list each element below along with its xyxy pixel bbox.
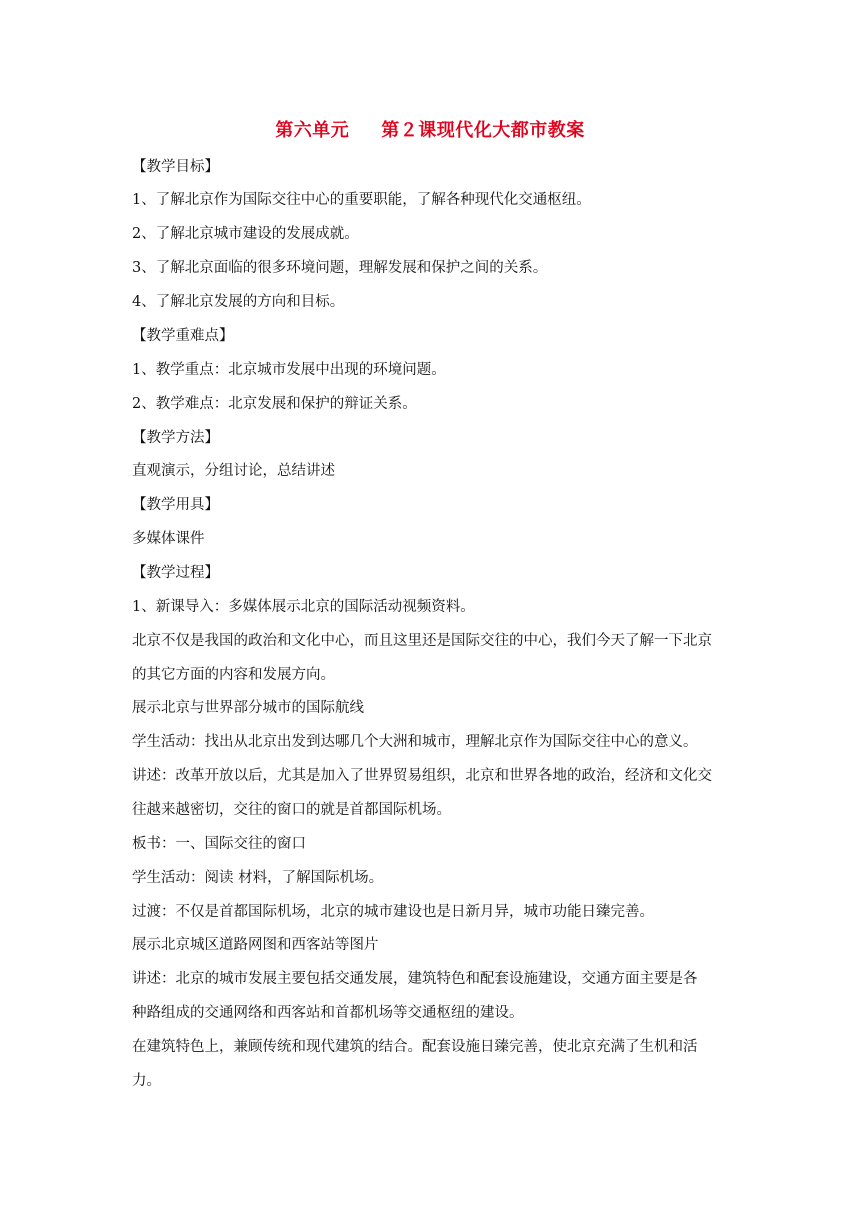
paragraph-line: 展示北京与世界部分城市的国际航线	[132, 700, 364, 716]
paragraph-line: 在建筑特色上，兼顾传统和现代建筑的结合。配套设施日臻完善，使北京充满了生机和活	[132, 1039, 698, 1055]
paragraph-line: 板书：一、国际交往的窗口	[132, 836, 306, 852]
title-lesson: 第２课现代化大都市教案	[381, 120, 585, 141]
paragraph-line: 2、了解北京城市建设的发展成就。	[132, 226, 359, 242]
section-heading: 【教学重难点】	[132, 328, 234, 344]
paragraph-line: 学生活动：阅读 材料，了解国际机场。	[132, 870, 384, 886]
paragraph-line: 的其它方面的内容和发展方向。	[132, 667, 335, 683]
paragraph-line: 1、新课导入：多媒体展示北京的国际活动视频资料。	[132, 599, 475, 615]
paragraph-line: 直观演示，分组讨论，总结讲述	[132, 463, 335, 479]
paragraph-line: 力。	[132, 1073, 161, 1089]
paragraph-line: 1、了解北京作为国际交往中心的重要职能，了解各种现代化交通枢纽。	[132, 192, 591, 208]
section-heading: 【教学目标】	[132, 159, 219, 175]
paragraph-line: 3、了解北京面临的很多环境问题，理解发展和保护之间的关系。	[132, 260, 548, 276]
section-heading: 【教学用具】	[132, 497, 219, 513]
section-heading: 【教学方法】	[132, 430, 219, 446]
paragraph-line: 讲述：北京的城市发展主要包括交通发展，建筑特色和配套设施建设，交通方面主要是各	[132, 971, 698, 987]
section-heading: 【教学过程】	[132, 565, 219, 581]
paragraph-line: 往越来越密切，交往的窗口的就是首都国际机场。	[132, 802, 451, 818]
document-title	[0, 116, 860, 142]
paragraph-line: 4、了解北京发展的方向和目标。	[132, 294, 345, 310]
paragraph-line: 2、教学难点：北京发展和保护的辩证关系。	[132, 396, 417, 412]
paragraph-line: 多媒体课件	[132, 531, 205, 547]
paragraph-line: 学生活动：找出从北京出发到达哪几个大洲和城市，理解北京作为国际交往中心的意义。	[132, 734, 698, 750]
paragraph-line: 过渡：不仅是首都国际机场，北京的城市建设也是日新月异，城市功能日臻完善。	[132, 904, 654, 920]
paragraph-line: 1、教学重点：北京城市发展中出现的环境问题。	[132, 362, 446, 378]
paragraph-line: 种路组成的交通网络和西客站和首都机场等交通枢纽的建设。	[132, 1005, 524, 1021]
paragraph-line: 讲述：改革开放以后，尤其是加入了世界贸易组织，北京和世界各地的政治，经济和文化交	[132, 768, 712, 784]
title-unit: 第六单元	[275, 120, 350, 141]
paragraph-line: 北京不仅是我国的政治和文化中心，而且这里还是国际交往的中心，我们今天了解一下北京	[132, 633, 712, 649]
paragraph-line: 展示北京城区道路网图和西客站等图片	[132, 937, 379, 953]
